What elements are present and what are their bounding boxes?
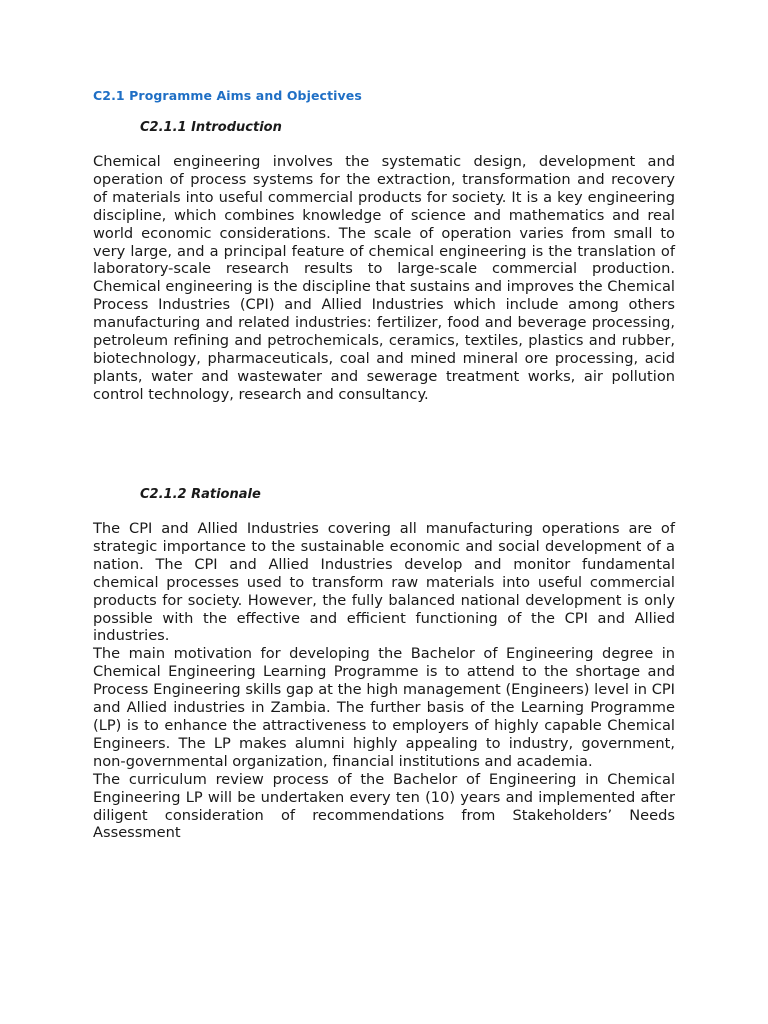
introduction-heading: C2.1.1 Introduction [140,120,282,135]
rationale-heading: C2.1.2 Rationale [140,487,261,502]
section-heading: C2.1 Programme Aims and Objectives [93,88,362,103]
rationale-paragraph-1: The CPI and Allied Industries covering all manufacturing operations are of strategic importance to the sustainable economic and social development of a nation. The CPI and Allied Industries develop and monitor fundamental chemical processes used to transform raw materials into useful commercial products for society. However, the fully balanced national development is only possible with the effective and efficient functioning of the CPI and Allied industries. [93,520,675,645]
rationale-paragraph-3: The curriculum review process of the Bachelor of Engineering in Chemical Engineering LP will be undertaken every ten (10) years and implemented after diligent consideration of recommendations from Stakeholders’ Needs Assessment [93,770,675,842]
rationale-body [93,520,675,842]
introduction-paragraph: Chemical engineering involves the systematic design, development and operation of process systems for the extraction, transformation and recovery of materials into useful commercial products for society. It is a key engineering discipline, which combines knowledge of science and mathematics and real world economic considerations. The scale of operation varies from small to very large, and a principal feature of chemical engineering is the translation of laboratory-scale research results to large-scale commercial production. Chemical engineering is the discipline that sustains and improves the Chemical Process Industries (CPI) and Allied Industries which include among others manufacturing and related industries: fertilizer, food and beverage processing, petroleum refining and petrochemicals, ceramics, textiles, plastics and rubber, biotechnology, pharmaceuticals, coal and mined mineral ore processing, acid plants, water and wastewater and sewerage treatment works, air pollution control technology, research and consultancy. [93,153,675,403]
rationale-paragraph-2: The main motivation for developing the Bachelor of Engineering degree in Chemical Engineering Learning Programme is to attend to the shortage and Process Engineering skills gap at the high management (Engineers) level in CPI and Allied industries in Zambia. The further basis of the Learning Programme (LP) is to enhance the attractiveness to employers of highly capable Chemical Engineers. The LP makes alumni highly appealing to industry, government, non-governmental organization, financial institutions and academia. [93,645,675,770]
